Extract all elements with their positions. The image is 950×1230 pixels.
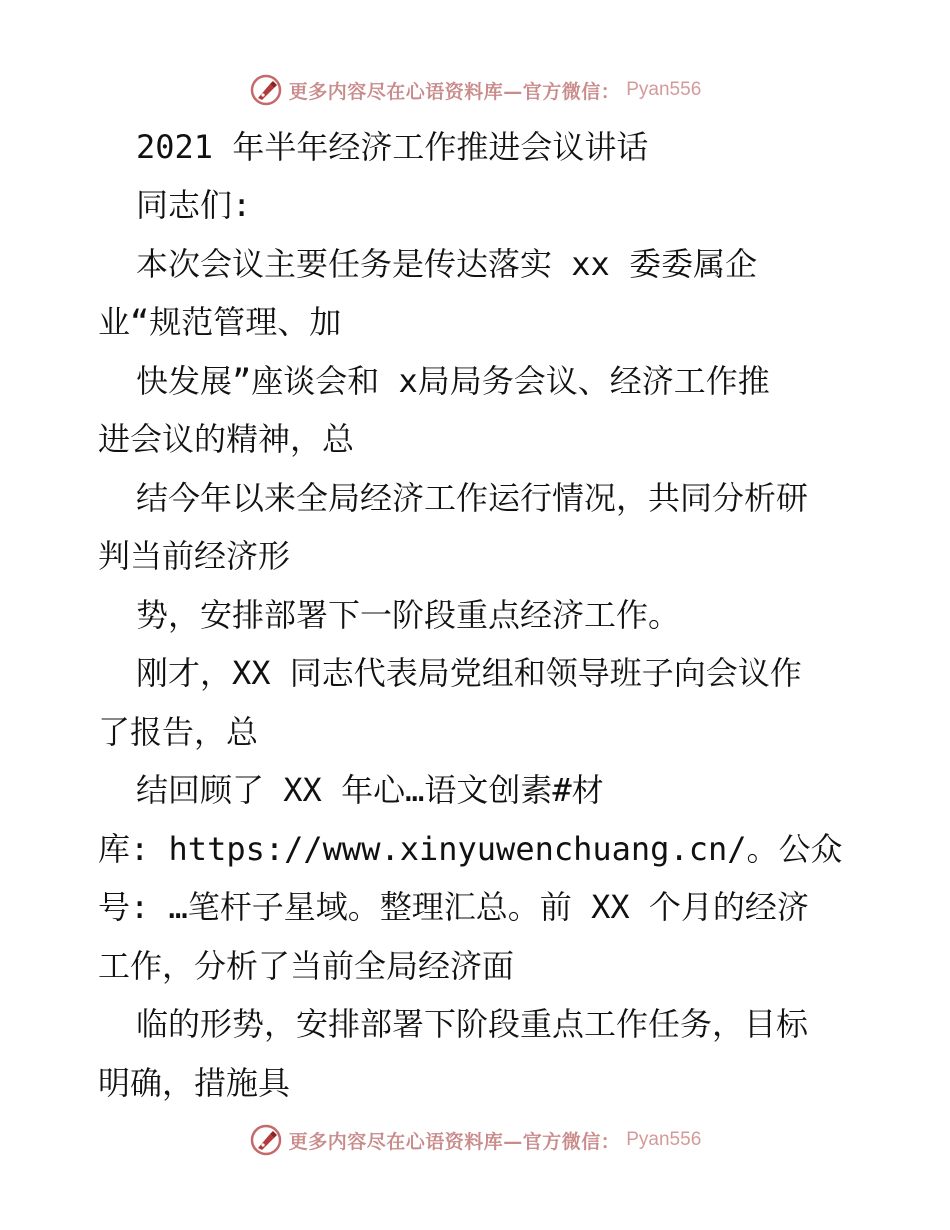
header-wechat-id: Pyan556	[626, 79, 702, 100]
paragraph-line: 业“规范管理、加	[98, 303, 342, 341]
paragraph-line: 快发展”座谈会和 x局局务会议、经济工作推	[136, 362, 770, 400]
paragraph-line: 临的形势，安排部署下阶段重点工作任务，目标	[136, 1005, 809, 1043]
paragraph-line: 本次会议主要任务是传达落实 xx 委委属企	[136, 245, 758, 283]
paragraph-line: 了报告，总	[98, 713, 259, 751]
footer-watermark-banner	[0, 1120, 950, 1160]
footer-watermark-text: 更多内容尽在心语资料库—官方微信：	[288, 1130, 621, 1153]
footer-wechat-id: Pyan556	[626, 1129, 702, 1150]
pen-nib-logo-icon	[249, 1123, 283, 1157]
paragraph-line: 同志们:	[136, 186, 252, 224]
paragraph-line: 刚才，XX 同志代表局党组和领导班子向会议作	[136, 654, 802, 692]
paragraph-line: 结回顾了 XX 年心…语文创素#材	[136, 771, 604, 809]
header-watermark-banner	[0, 70, 950, 110]
paragraph-line: 工作，分析了当前全局经济面	[98, 947, 515, 985]
document-title: 2021 年半年经济工作推进会议讲话	[136, 128, 649, 166]
paragraph-line: 结今年以来全局经济工作运行情况，共同分析研	[136, 479, 809, 517]
paragraph-line: 势，安排部署下一阶段重点经济工作。	[136, 596, 681, 634]
paragraph-line: 判当前经济形	[98, 537, 291, 575]
header-watermark-text: 更多内容尽在心语资料库—官方微信：	[288, 80, 621, 103]
paragraph-line: 库: https://www.xinyuwenchuang.cn/。公众	[98, 830, 843, 868]
pen-nib-logo-icon	[249, 73, 283, 107]
paragraph-line: 进会议的精神，总	[98, 420, 355, 458]
paragraph-line: 明确，措施具	[98, 1064, 291, 1102]
paragraph-line: 号: …笔杆子星域。整理汇总。前 XX 个月的经济	[98, 888, 809, 926]
